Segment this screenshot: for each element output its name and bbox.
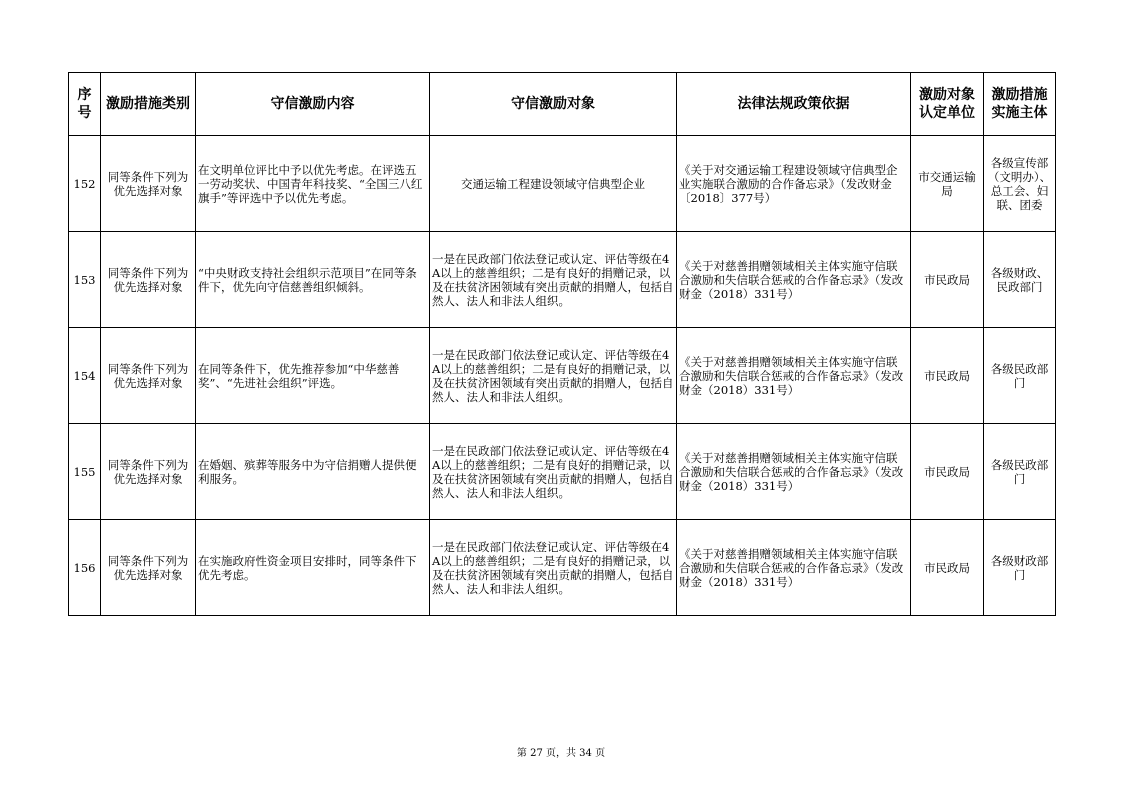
header-implementer: 激励措施实施主体 xyxy=(984,73,1056,136)
header-index: 序号 xyxy=(69,73,101,136)
table-row xyxy=(69,424,1056,520)
cell-category: 同等条件下列为优先选择对象 xyxy=(101,136,196,232)
header-content: 守信激励内容 xyxy=(196,73,430,136)
cell-index: 153 xyxy=(69,232,101,328)
cell-target: 一是在民政部门依法登记或认定、评估等级在4A以上的慈善组织；二是有良好的捐赠记录，以及在扶贫济困领域有突出贡献的捐赠人，包括自然人、法人和非法人组织。 xyxy=(430,232,677,328)
table-row xyxy=(69,232,1056,328)
cell-index: 156 xyxy=(69,520,101,616)
cell-index: 152 xyxy=(69,136,101,232)
page-number: 第 27 页，共 34 页 xyxy=(516,748,606,759)
cell-category: 同等条件下列为优先选择对象 xyxy=(101,424,196,520)
cell-category: 同等条件下列为优先选择对象 xyxy=(101,520,196,616)
cell-target: 一是在民政部门依法登记或认定、评估等级在4A以上的慈善组织；二是有良好的捐赠记录，以及在扶贫济困领域有突出贡献的捐赠人，包括自然人、法人和非法人组织。 xyxy=(430,328,677,424)
cell-target: 交通运输工程建设领域守信典型企业 xyxy=(430,136,677,232)
header-target: 守信激励对象 xyxy=(430,73,677,136)
cell-basis: 《关于对慈善捐赠领域相关主体实施守信联合激励和失信联合惩戒的合作备忘录》（发改财金（2018）331号） xyxy=(677,424,911,520)
table-row xyxy=(69,520,1056,616)
cell-determiner: 市交通运输局 xyxy=(911,136,984,232)
cell-determiner: 市民政局 xyxy=(911,520,984,616)
cell-category: 同等条件下列为优先选择对象 xyxy=(101,328,196,424)
cell-implementer: 各级财政、民政部门 xyxy=(984,232,1056,328)
cell-target: 一是在民政部门依法登记或认定、评估等级在4A以上的慈善组织；二是有良好的捐赠记录，以及在扶贫济困领域有突出贡献的捐赠人，包括自然人、法人和非法人组织。 xyxy=(430,520,677,616)
cell-implementer: 各级民政部门 xyxy=(984,424,1056,520)
cell-basis: 《关于对慈善捐赠领域相关主体实施守信联合激励和失信联合惩戒的合作备忘录》（发改财金（2018）331号） xyxy=(677,232,911,328)
cell-content: 在婚姻、殡葬等服务中为守信捐赠人提供便利服务。 xyxy=(196,424,430,520)
cell-content: “中央财政支持社会组织示范项目”在同等条件下，优先向守信慈善组织倾斜。 xyxy=(196,232,430,328)
header-determiner: 激励对象认定单位 xyxy=(911,73,984,136)
cell-index: 154 xyxy=(69,328,101,424)
cell-determiner: 市民政局 xyxy=(911,424,984,520)
cell-implementer: 各级财政部门 xyxy=(984,520,1056,616)
incentive-measures-table xyxy=(68,72,1056,616)
cell-implementer: 各级宣传部（文明办）、总工会、妇联、团委 xyxy=(984,136,1056,232)
cell-index: 155 xyxy=(69,424,101,520)
cell-basis: 《关于对交通运输工程建设领域守信典型企业实施联合激励的合作备忘录》（发改财金〔2018〕377号） xyxy=(677,136,911,232)
header-basis: 法律法规政策依据 xyxy=(677,73,911,136)
table-row xyxy=(69,328,1056,424)
cell-content: 在同等条件下，优先推荐参加“中华慈善奖”、“先进社会组织”评选。 xyxy=(196,328,430,424)
cell-determiner: 市民政局 xyxy=(911,232,984,328)
cell-basis: 《关于对慈善捐赠领域相关主体实施守信联合激励和失信联合惩戒的合作备忘录》（发改财金（2018）331号） xyxy=(677,520,911,616)
table-header-row xyxy=(69,73,1056,136)
table-row xyxy=(69,136,1056,232)
cell-content: 在实施政府性资金项目安排时，同等条件下优先考虑。 xyxy=(196,520,430,616)
cell-content: 在文明单位评比中予以优先考虑。在评选五一劳动奖状、中国青年科技奖、“全国三八红旗手”等评选中予以优先考虑。 xyxy=(196,136,430,232)
cell-target: 一是在民政部门依法登记或认定、评估等级在4A以上的慈善组织；二是有良好的捐赠记录，以及在扶贫济困领域有突出贡献的捐赠人，包括自然人、法人和非法人组织。 xyxy=(430,424,677,520)
cell-implementer: 各级民政部门 xyxy=(984,328,1056,424)
cell-basis: 《关于对慈善捐赠领域相关主体实施守信联合激励和失信联合惩戒的合作备忘录》（发改财金（2018）331号） xyxy=(677,328,911,424)
cell-determiner: 市民政局 xyxy=(911,328,984,424)
cell-category: 同等条件下列为优先选择对象 xyxy=(101,232,196,328)
header-category: 激励措施类别 xyxy=(101,73,196,136)
